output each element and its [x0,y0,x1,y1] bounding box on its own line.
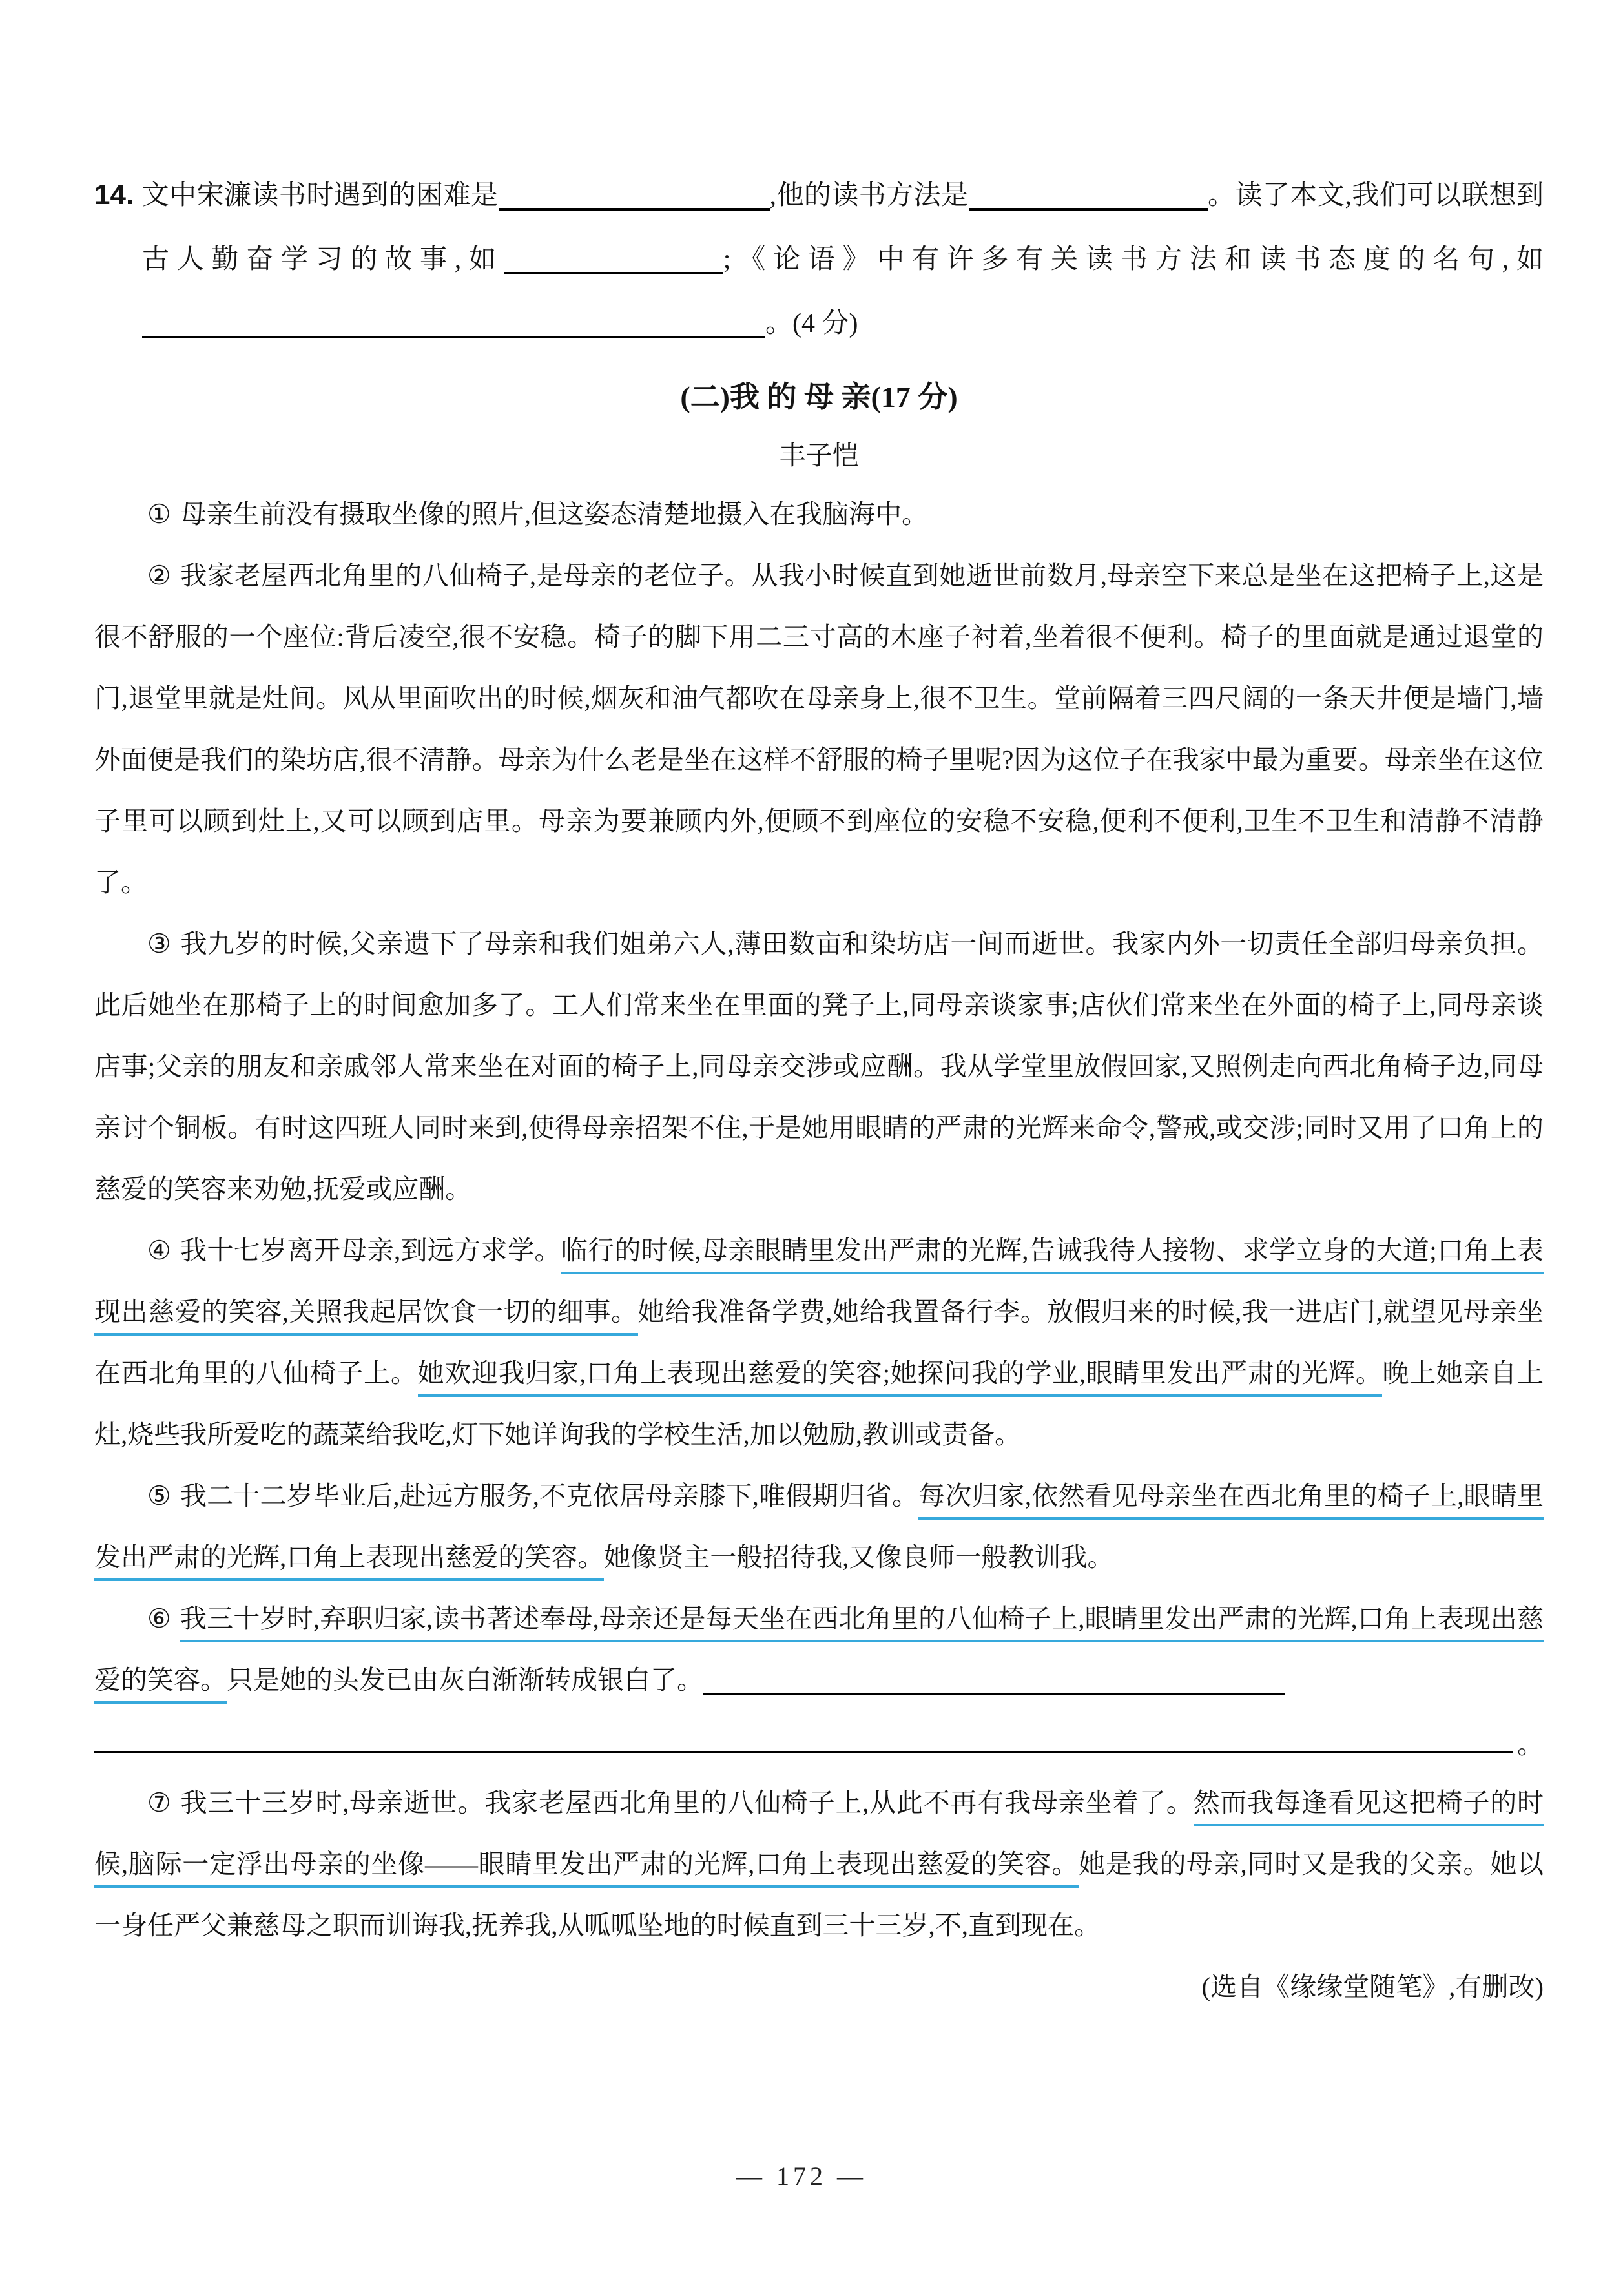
paragraph-2 [94,545,1544,913]
paragraph-4-text: 晚上她亲自上灶,烧些我所爱吃的蔬菜给我吃,灯下她详询我的学校生活,加以勉励,教训或责备。 [94,1358,1544,1449]
answer-blank-5[interactable] [703,1673,1285,1695]
answer-blank-2[interactable] [969,189,1208,211]
paragraph-4-underlined-text: 她欢迎我归家,口角上表现出慈爱的笑容;她探问我的学业,眼睛里发出严肃的光辉。 [418,1358,1383,1397]
paragraph-6-text: 只是她的头发已由灰白渐渐转成银白了。 [227,1665,703,1695]
question-text-part3: 。读了本文,我们可以联想到古人勤奋学习的故事,如 [142,181,1544,274]
paragraph-4-marker: ④ [147,1236,172,1265]
answer-blank-full-line[interactable] [94,1711,1544,1772]
paragraph-5 [94,1465,1544,1588]
paragraph-5-marker: ⑤ [147,1481,171,1511]
paragraph-2-text: 我家老屋西北角里的八仙椅子,是母亲的老位子。从我小时候直到她逝世前数月,母亲空下来总是坐在这把椅子上,这是很不舒服的一个座位:背后凌空,很不安稳。椅子的脚下用二三寸高的木座子衬着,坐着很不便利。椅子的里面就是通过退堂的门,退堂里就是灶间。风从里面吹出的时候,烟灰和油气都吹在母亲身上,很不卫生。堂前隔着三四尺阔的一条天井便是墙门,墙外面便是我们的染坊店,很不清静。母亲为什么老是坐在这样不舒服的椅子里呢?因为这位子在我家中最为重要。母亲坐在这位子里可以顾到灶上,又可以顾到店里。母亲为要兼顾内外,便顾不到座位的安稳不安稳,便利不便利,卫生不卫生和清静不清静了。 [94,561,1544,897]
paragraph-7-underlined-text: 然而我每逢看见这把椅子的时候,脑际一定浮出母亲的坐像——眼睛里发出严肃的光辉,口角上表现出慈爱的笑容。 [94,1788,1544,1888]
passage-author: 丰子恺 [779,440,859,470]
paragraph-4-text: 她给我准备学费,她给我置备行李。放假归来的时候,我一进店门,就望见母亲坐在西北角里的八仙椅子上。 [94,1297,1544,1388]
question-14 [94,163,1544,356]
question-text-part1: 文中宋濂读书时遇到的困难是 [141,181,499,211]
paragraph-6-underlined-text: 我三十岁时,弃职归家,读书著述奉母,母亲还是每天坐在西北角里的八仙椅子上,眼睛里发出严肃的光辉,口角上表现出慈爱的笑容。 [94,1604,1544,1704]
paragraph-6-marker: ⑥ [147,1604,171,1633]
passage-title: (二)我 的 母 亲(17 分) [680,380,958,413]
answer-blank-1[interactable] [499,189,770,211]
paragraph-5-text: 她像贤主一般招待我,又像良师一般教训我。 [604,1542,1114,1572]
paragraph-7 [94,1772,1544,1956]
paragraph-1 [94,484,1544,545]
paragraph-4-underlined-text: 临行的时候,母亲眼睛里发出严肃的光辉,告诫我待人接物、求学立身的大道;口角上表现出慈爱的笑容,关照我起居饮食一切的细事。 [94,1236,1544,1336]
paragraph-1-text: 母亲生前没有摄取坐像的照片,但这姿态清楚地摄入在我脑海中。 [180,499,929,529]
paragraph-5-text: 我二十二岁毕业后,赴远方服务,不克依居母亲膝下,唯假期归省。 [180,1481,919,1511]
paragraph-3-marker: ③ [147,929,172,958]
paragraph-2-marker: ② [147,561,172,590]
question-text-part5: 。(4 分) [765,309,858,338]
paragraph-7-text: 我三十三岁时,母亲逝世。我家老屋西北角里的八仙椅子上,从此不再有我母亲坐着了。 [180,1788,1194,1817]
paragraph-6 [94,1588,1544,1711]
blank-line-period: 。 [1517,1730,1544,1759]
paragraph-7-marker: ⑦ [147,1788,172,1817]
paragraph-4 [94,1220,1544,1465]
question-number: 14. [94,179,134,211]
paragraph-4-text: 我十七岁离开母亲,到远方求学。 [180,1236,561,1265]
answer-blank-6[interactable] [94,1711,1513,1753]
question-text-part2: ,他的读书方法是 [769,181,969,211]
paragraph-7-text: 她是我的母亲,同时又是我的父亲。她以一身任严父兼慈母之职而训诲我,抚养我,从呱呱坠地的时候直到三十三岁,不,直到现在。 [94,1849,1544,1940]
answer-blank-4[interactable] [142,316,765,338]
question-text-part4: ;《论语》中有许多有关读书方法和读书态度的名句,如 [723,245,1544,274]
source-attribution: (选自《缘缘堂随笔》,有删改) [1201,1972,1544,2001]
paragraph-3 [94,913,1544,1220]
paragraph-3-text: 我九岁的时候,父亲遗下了母亲和我们姐弟六人,薄田数亩和染坊店一间而逝世。我家内外一切责任全部归母亲负担。此后她坐在那椅子上的时间愈加多了。工人们常来坐在里面的凳子上,同母亲谈家事;店伙们常来坐在外面的椅子上,同母亲谈店事;父亲的朋友和亲戚邻人常来坐在对面的椅子上,同母亲交涉或应酬。我从学堂里放假回家,又照例走向西北角椅子边,同母亲讨个铜板。有时这四班人同时来到,使得母亲招架不住,于是她用眼睛的严肃的光辉来命令,警戒,或交涉;同时又用了口角上的慈爱的笑容来劝勉,抚爱或应酬。 [94,929,1544,1204]
paragraph-1-marker: ① [147,499,171,529]
answer-blank-3[interactable] [504,253,723,274]
page-number: — 172 — [736,2162,867,2191]
paragraph-5-underlined-text: 每次归家,依然看见母亲坐在西北角里的椅子上,眼睛里发出严肃的光辉,口角上表现出慈爱的笑容。 [94,1481,1544,1581]
